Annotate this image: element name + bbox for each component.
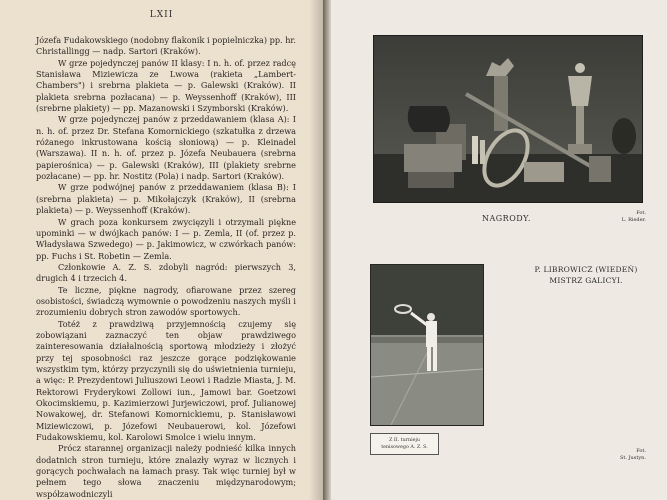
paragraph: Józefa Fudakowskiego (nodobny flakonik i popielniczka) pp. hr. Christallingg — nadp. Sartori (Kraków). [36, 35, 296, 57]
player-caption [517, 264, 655, 286]
left-page [0, 0, 323, 500]
body-text [36, 35, 296, 500]
player-photo-credit [596, 448, 646, 462]
paragraph: W grze pojedynczej panów z przeddawaniem (klasa A): I n. h. of. przez Dr. Stefana Komornickiego (szkatułka z drzewa różanego inkrustowana kością słoniową) — p. Kleinadel (Warszawa). II n. h. of. przez p. Józefa Neubauera (srebrna papierośnica) — p. Galewski (Kraków), III (plakiety srebrne pozłacane) — pp. hr. Nostitz (Pola) i nadp. Sartori (Kraków). [36, 114, 296, 182]
credit-label: Fot. [636, 448, 646, 454]
credit-name: St. Justyn. [619, 455, 646, 461]
prizes-photo [373, 35, 643, 203]
paragraph: Prócz starannej organizacji należy podnieść kilka innych dodatnich stron turnieju, które znalazły wyraz w licznych i gorących pochwałach na łamach prasy. Tak więc turniej był w pełnem tego słowa znaczeniu międzynarodowym; współzawodniczyli [36, 443, 296, 499]
paragraph: Totéż z prawdziwą przyjemnością czujemy się zobowiązani zaznaczyć ten objaw prawdziwego zainteresowania działalnością sportową młodzieży i złożyć przy tej sposobności raz jeszcze gorące podziękowanie wszystkim tym, którzy przyczynili się do uświetnienia turnieju, a więc: P. Prezydentowi Juliuszowi Leowi i Radzie Miasta, J. M. Rektorowi Fryderykowi Zollowi iun., Jamowi bar. Goetzowi Okocimskiemu, p. Kazimierzowi Jurjewiczowi, prof. Julianowej Nowakowej, dr. Stefanowi Komornickiemu, p. Stanisławowi Miziewiczowi, p. Józefowi Neubauerowi, kol. Józefowi Fudakowskiemu, kol. Karolowi Smolce i wielu innym. [36, 318, 296, 443]
inset-label-line1: Z II. turnieju [388, 438, 421, 443]
player-caption-line1: P. LIBROWICZ (WIEDEŃ) [534, 265, 638, 274]
paragraph: W grach poza konkursem zwycięzyli i otrzymali piękne upominki — w dwójkach panów: I — p. Zemla, II (of. przez p. Władysława Szwedego) — p. Jakimowicz, w czwórkach panów: pp. Fuchs i St. Robetin — Zemla. [36, 216, 296, 261]
inset-label-line2: tenisowego A. Z. S. [381, 445, 428, 450]
paragraph: W grze pojedynczej panów II klasy: I n. h. of. przez radcę Stanisława Miziewicza ze Lwowa (rakieta „Lambert-Chambers") i srebrna plakieta — p. Galewski (Kraków). II plakieta srebrna pozłacana) — p. Weyssenhoff (Kraków), III (srebrne plakiety) — pp. Mazanowski i Szymborski (Kraków). [36, 57, 296, 114]
tennis-player-photo [370, 264, 484, 426]
book-gutter [323, 0, 331, 500]
prizes-photo-credit [596, 210, 646, 224]
paragraph: W grze podwójnej panów z przeddawaniem (klasa B): I (srebrna plakieta) — p. Mikołajczyk (Kraków), II (srebrna plakieta) — p. Weyssenhoff (Kraków). [36, 182, 296, 216]
page-number: LXII [149, 10, 174, 20]
paragraph: Członkowie A. Z. S. zdobyli nagród: pierwszych 3, drugich 4 i trzecich 4. [36, 261, 296, 284]
player-caption-line2: MISTRZ GALICYI. [549, 276, 623, 285]
credit-label: Fot. [636, 210, 646, 216]
paragraph: Te liczne, piękne nagrody, ofiarowane przez szereg osobistości, świadczą wymownie o powodzeniu naszych myśli i zrozumieniu dobrych stron zawodów sportowych. [36, 284, 296, 318]
tournament-inset-label [370, 433, 439, 455]
prizes-caption: NAGRODY. [482, 214, 531, 223]
credit-name: L. Rieder. [621, 217, 646, 223]
